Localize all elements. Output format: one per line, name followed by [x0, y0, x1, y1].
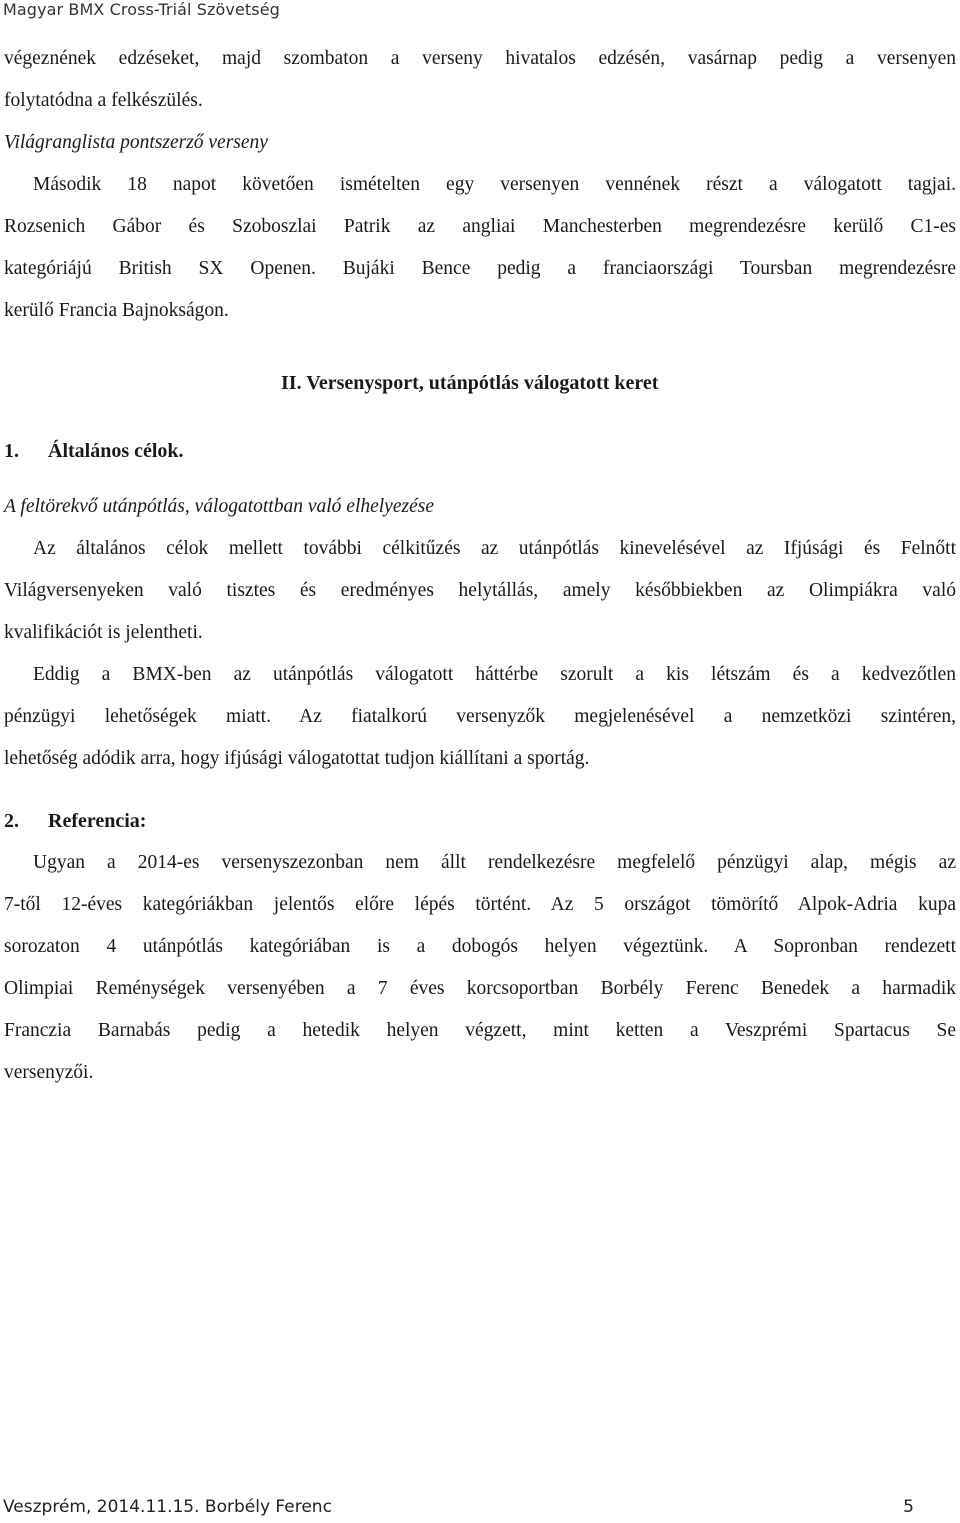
paragraph-line: Világversenyeken való tisztes és eredményes helytállás, amely későbbiekben az Olimpiákra való [4, 580, 956, 601]
footer-place-date-author: Veszprém, 2014.11.15. Borbély Ferenc [3, 1497, 332, 1517]
paragraph-line: Olimpiai Reménységek versenyében a 7 éves korcsoportban Borbély Ferenc Benedek a harmadik [4, 978, 956, 999]
paragraph-line: 7-től 12-éves kategóriákban jelentős előre lépés történt. Az 5 országot tömörítő Alpok-Adria kupa [4, 894, 956, 915]
subsection-italic-title: A feltörekvő utánpótlás, válogatottban való elhelyezése [4, 496, 434, 517]
subsection-number: 1. [4, 440, 19, 462]
paragraph-line: Az általános célok mellett további célkitűzés az utánpótlás kinevelésével az Ifjúsági és Felnőtt [33, 538, 956, 559]
page-number: 5 [903, 1497, 914, 1517]
paragraph-line: pénzügyi lehetőségek miatt. Az fiatalkorú versenyzők megjelenésével a nemzetközi szintéren, [4, 706, 956, 727]
subsection-heading: Általános célok. [48, 440, 184, 462]
intro-block [4, 38, 956, 332]
paragraph-line: sorozaton 4 utánpótlás kategóriában is a dobogós helyen végeztünk. A Sopronban rendezett [4, 936, 956, 957]
paragraph-line: Ugyan a 2014-es versenyszezonban nem állt rendelkezésre megfelelő pénzügyi alap, mégis az [33, 852, 956, 873]
paragraph-line: Második 18 napot követően ismételten egy versenyen vennének részt a válogatott tagjai. [33, 174, 956, 195]
section-heading: II. Versenysport, utánpótlás válogatott keret [281, 372, 659, 394]
subsection-title: Világranglista pontszerző verseny [4, 132, 268, 153]
paragraph-line: kerülő Francia Bajnokságon. [4, 300, 229, 321]
paragraph-line: Franczia Barnabás pedig a hetedik helyen végzett, mint ketten a Veszprémi Spartacus Se [4, 1020, 956, 1041]
general-goals-block [4, 486, 956, 780]
paragraph-line: kategóriájú British SX Openen. Bujáki Bence pedig a franciaországi Toursban megrendezésre [4, 258, 956, 279]
paragraph-line: versenyzői. [4, 1062, 94, 1083]
paragraph-line: lehetőség adódik arra, hogy ifjúsági válogatottat tudjon kiállítani a sportág. [4, 748, 590, 769]
subsection-heading: Referencia: [48, 810, 147, 832]
paragraph-line: Eddig a BMX-ben az utánpótlás válogatott háttérbe szorult a kis létszám és a kedvezőtlen [33, 664, 956, 685]
page-header: Magyar BMX Cross-Triál Szövetség [3, 0, 280, 19]
paragraph-line: folytatódna a felkészülés. [4, 90, 203, 111]
paragraph-line: végeznének edzéseket, majd szombaton a verseny hivatalos edzésén, vasárnap pedig a versenyen [4, 48, 956, 69]
subsection-number: 2. [4, 810, 19, 832]
reference-block [4, 842, 956, 1094]
paragraph-line: Rozsenich Gábor és Szoboszlai Patrik az angliai Manchesterben megrendezésre kerülő C1-es [4, 216, 956, 237]
paragraph-line: kvalifikációt is jelentheti. [4, 622, 203, 643]
